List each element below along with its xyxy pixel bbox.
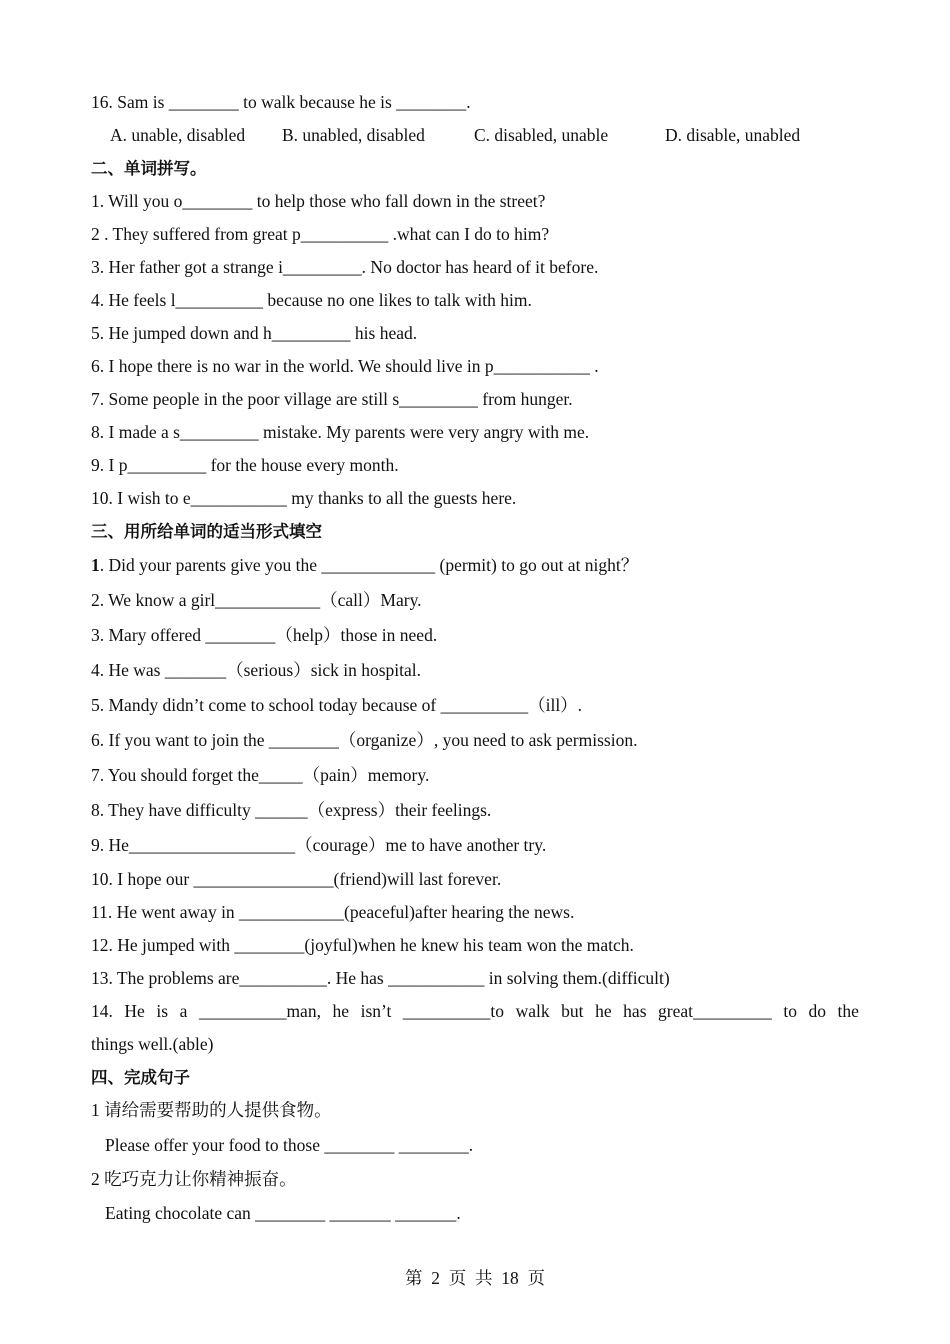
word: He: [124, 1001, 145, 1021]
section-3-item: 8. They have difficulty ______（express）their feelings.: [91, 800, 492, 820]
section-3-item-number: 1: [91, 555, 100, 575]
word: he: [332, 1001, 350, 1021]
word: a: [179, 1001, 188, 1021]
section-3-item: 10. I hope our ________________(friend)will last forever.: [91, 869, 502, 889]
section-4-item-chinese: 2 吃巧克力让你精神振奋。: [91, 1169, 297, 1189]
section-3-item: 4. He was _______（serious）sick in hospital.: [91, 660, 422, 680]
section-3-item: 6. If you want to join the ________（organize）, you need to ask permission.: [91, 730, 638, 750]
section-3-item-14-continued: things well.(able): [91, 1034, 214, 1054]
question-16-option-b: B. unabled, disabled: [282, 125, 425, 145]
section-3-item: 9. He___________________（courage）me to have another try.: [91, 835, 547, 855]
section-2-item: 2 . They suffered from great p__________ .what can I do to him?: [91, 224, 550, 244]
section-2-heading: 二、单词拼写。: [91, 159, 207, 178]
section-3-item: 13. The problems are__________. He has ___________ in solving them.(difficult): [91, 968, 670, 988]
section-4-item-english: Eating chocolate can ________ _______ _______.: [105, 1203, 461, 1223]
word: great_________: [658, 1001, 772, 1021]
word: __________man,: [198, 1001, 321, 1021]
question-16-option-a: A. unable, disabled: [110, 125, 246, 145]
word: is: [156, 1001, 169, 1021]
section-4-item-chinese: 1 请给需要帮助的人提供食物。: [91, 1100, 332, 1120]
section-3-item-14: [91, 1000, 859, 1022]
word: to: [783, 1001, 797, 1021]
section-3-heading: 三、用所给单词的适当形式填空: [91, 522, 322, 541]
section-3-item: 11. He went away in ____________(peaceful)after hearing the news.: [91, 902, 575, 922]
section-3-item-text: . Did your parents give you the _____________ (permit) to go out at night？: [99, 555, 639, 575]
word: but: [561, 1001, 584, 1021]
section-2-item: 9. I p_________ for the house every month.: [91, 455, 399, 475]
word: do: [808, 1001, 826, 1021]
question-16-option-c: C. disabled, unable: [474, 125, 609, 145]
section-2-item: 5. He jumped down and h_________ his head.: [91, 323, 418, 343]
word: has: [623, 1001, 647, 1021]
word: he: [595, 1001, 612, 1021]
section-3-item: 3. Mary offered ________（help）those in need.: [91, 625, 438, 645]
page-number: 第 2 页 共 18 页: [405, 1268, 545, 1288]
section-2-item: 7. Some people in the poor village are still s_________ from hunger.: [91, 389, 573, 409]
section-3-item: 7. You should forget the_____（pain）memory.: [91, 765, 430, 785]
section-2-item: 6. I hope there is no war in the world. We should live in p___________ .: [91, 356, 599, 376]
word: isn’t: [360, 1001, 392, 1021]
section-4-item-english: Please offer your food to those ________ ________.: [105, 1135, 474, 1155]
section-2-item: 1. Will you o________ to help those who fall down in the street?: [91, 191, 546, 211]
word: __________to: [402, 1001, 505, 1021]
section-3-item: 2. We know a girl____________（call）Mary.: [91, 590, 422, 610]
word: the: [837, 1001, 859, 1021]
question-16-stem: 16. Sam is ________ to walk because he is ________.: [91, 92, 471, 112]
section-2-item: 10. I wish to e___________ my thanks to all the guests here.: [91, 488, 517, 508]
section-4-heading: 四、完成句子: [91, 1068, 190, 1087]
word: walk: [515, 1001, 550, 1021]
section-3-item: [91, 554, 638, 576]
question-16-option-d: D. disable, unabled: [665, 125, 801, 145]
section-3-item: 12. He jumped with ________(joyful)when he knew his team won the match.: [91, 935, 634, 955]
section-3-item: 5. Mandy didn’t come to school today because of __________（ill）.: [91, 695, 583, 715]
section-2-item: 8. I made a s_________ mistake. My parents were very angry with me.: [91, 422, 590, 442]
word: 14.: [91, 1001, 113, 1021]
section-2-item: 3. Her father got a strange i_________. No doctor has heard of it before.: [91, 257, 599, 277]
section-2-item: 4. He feels l__________ because no one likes to talk with him.: [91, 290, 532, 310]
